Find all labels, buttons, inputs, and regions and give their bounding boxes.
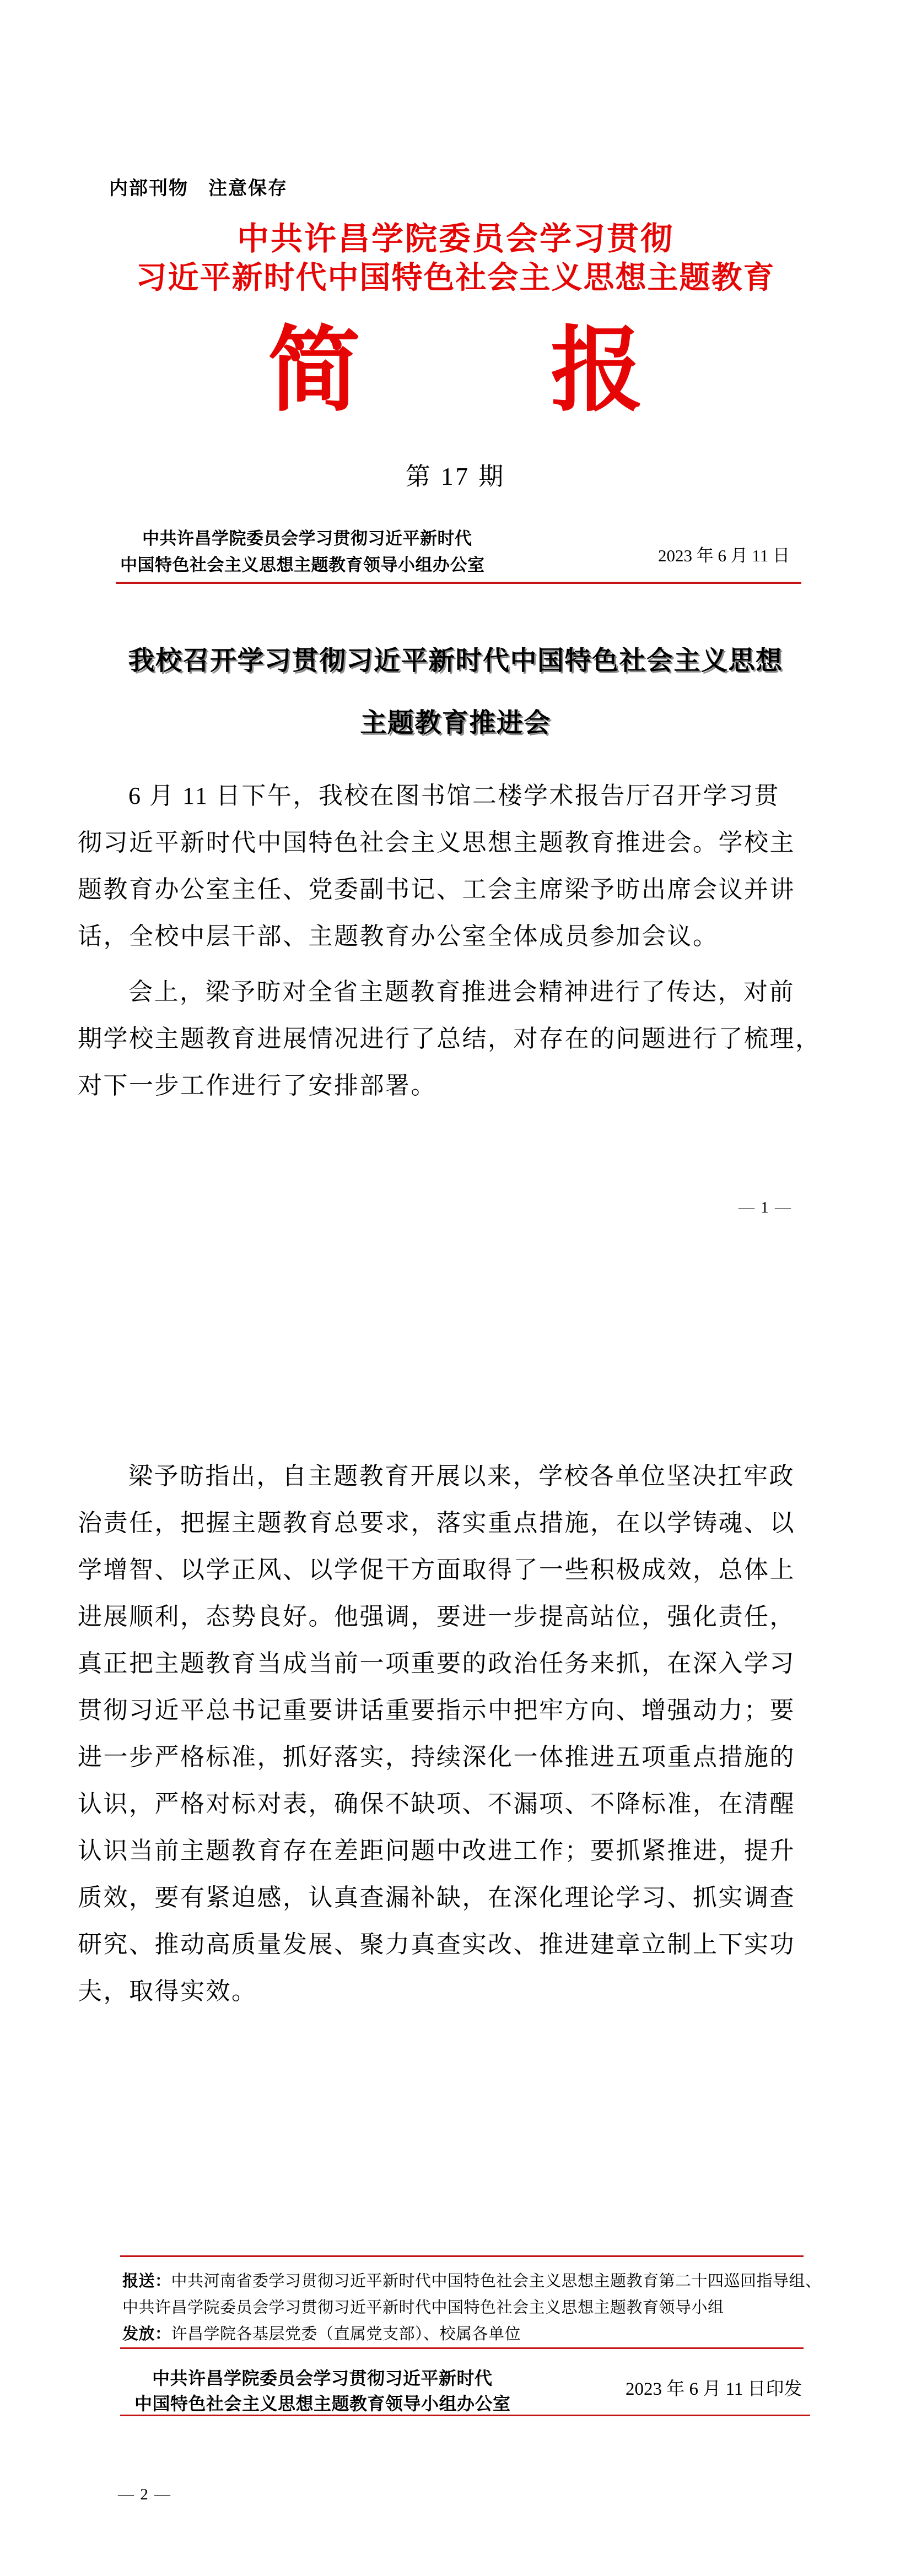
paragraph-3-line: 夫，取得实效。 xyxy=(78,1978,257,2005)
report-to-text1: 中共河南省委学习贯彻习近平新时代中国特色社会主义思想主题教育第二十四巡回指导组、 xyxy=(171,2272,822,2290)
paragraph-3-line: 真正把主题教育当成当前一项重要的政治任务来抓，在深入学习 xyxy=(78,1650,795,1677)
paragraph-3-line: 认识当前主题教育存在差距问题中改进工作；要抓紧推进，提升 xyxy=(78,1837,795,1864)
bulletin-title-char1: 简 xyxy=(268,320,360,423)
paragraph-3-line: 质效，要有紧迫感，认真查漏补缺，在深化理论学习、抓实调查 xyxy=(78,1884,795,1911)
masthead-line1: 中共许昌学院委员会学习贯彻 xyxy=(236,221,674,257)
paragraph-3-line: 治责任，把握主题教育总要求，落实重点措施，在以学铸魂、以 xyxy=(78,1509,795,1536)
report-to-line2: 中共许昌学院委员会学习贯彻习近平新时代中国特色社会主义思想主题教育领导小组 xyxy=(122,2299,724,2317)
red-divider-footer-middle xyxy=(120,2347,804,2349)
distribution-label: 发放： xyxy=(122,2325,171,2343)
article-title-line2: 主题教育推进会 xyxy=(360,708,551,738)
footer-office-line2: 中国特色社会主义思想主题教育领导小组办公室 xyxy=(134,2394,511,2413)
issuer-office-line1: 中共许昌学院委员会学习贯彻习近平新时代 xyxy=(142,529,472,548)
report-to-label: 报送： xyxy=(122,2272,171,2290)
red-divider-footer-bottom xyxy=(120,2415,810,2416)
footer-office-line1: 中共许昌学院委员会学习贯彻习近平新时代 xyxy=(152,2368,493,2388)
paragraph-3-line: 学增智、以学正风、以学促干方面取得了一些积极成效，总体上 xyxy=(78,1556,795,1583)
red-divider-header xyxy=(116,582,801,584)
paragraph-3 xyxy=(78,1453,811,2015)
masthead-line2: 习近平新时代中国特色社会主义思想主题教育 xyxy=(136,261,775,295)
distribution-line xyxy=(122,2321,817,2344)
issue-date: 2023 年 6 月 11 日 xyxy=(658,546,790,565)
paragraph-2 xyxy=(78,968,821,1109)
paragraph-3-line: 梁予昉指出，自主题教育开展以来，学校各单位坚决扛牢政 xyxy=(128,1463,795,1490)
internal-marking: 内部刊物 注意保存 xyxy=(109,178,288,199)
paragraph-3-line: 研究、推动高质量发展、聚力真查实改、推进建章立制上下实功 xyxy=(78,1931,795,1958)
report-to-line1 xyxy=(122,2269,822,2291)
bulletin-title-char2: 报 xyxy=(551,320,643,423)
paragraph-1-line: 话，全校中层干部、主题教育办公室全体成员参加会议。 xyxy=(78,923,719,950)
page-number-2: — 2 — xyxy=(118,2486,171,2503)
bulletin-title xyxy=(0,321,911,423)
paragraph-2-line: 对下一步工作进行了安排部署。 xyxy=(78,1072,436,1099)
paragraph-3-line: 进一步严格标准，抓好落实，持续深化一体推进五项重点措施的 xyxy=(78,1744,795,1771)
red-divider-footer-top xyxy=(120,2255,804,2257)
paragraph-2-line: 会上，梁予昉对全省主题教育推进会精神进行了传达，对前 xyxy=(128,978,795,1005)
paragraph-1-line: 彻习近平新时代中国特色社会主义思想主题教育推进会。学校主 xyxy=(78,829,795,856)
paragraph-1 xyxy=(78,772,811,960)
print-date: 2023 年 6 月 11 日印发 xyxy=(626,2379,802,2399)
page-number-1: — 1 — xyxy=(738,1199,792,1216)
paragraph-3-line: 进展顺利，态势良好。他强调，要进一步提高站位，强化责任， xyxy=(78,1603,795,1630)
issue-number: 第 17 期 xyxy=(405,463,506,490)
paragraph-3-line: 认识，严格对标对表，确保不缺项、不漏项、不降标准，在清醒 xyxy=(78,1790,795,1817)
distribution-text: 许昌学院各基层党委（直属党支部）、校属各单位 xyxy=(171,2325,521,2343)
paragraph-2-line: 期学校主题教育进展情况进行了总结，对存在的问题进行了梳理， xyxy=(78,1025,821,1052)
paragraph-1-line: 6 月 11 日下午，我校在图书馆二楼学术报告厅召开学习贯 xyxy=(128,782,780,809)
paragraph-3-line: 贯彻习近平总书记重要讲话重要指示中把牢方向、增强动力；要 xyxy=(78,1697,795,1724)
issuer-office-line2: 中国特色社会主义思想主题教育领导小组办公室 xyxy=(120,555,485,575)
paragraph-1-line: 题教育办公室主任、党委副书记、工会主席梁予昉出席会议并讲 xyxy=(78,876,795,903)
article-title-line1: 我校召开学习贯彻习近平新时代中国特色社会主义思想 xyxy=(128,646,783,675)
